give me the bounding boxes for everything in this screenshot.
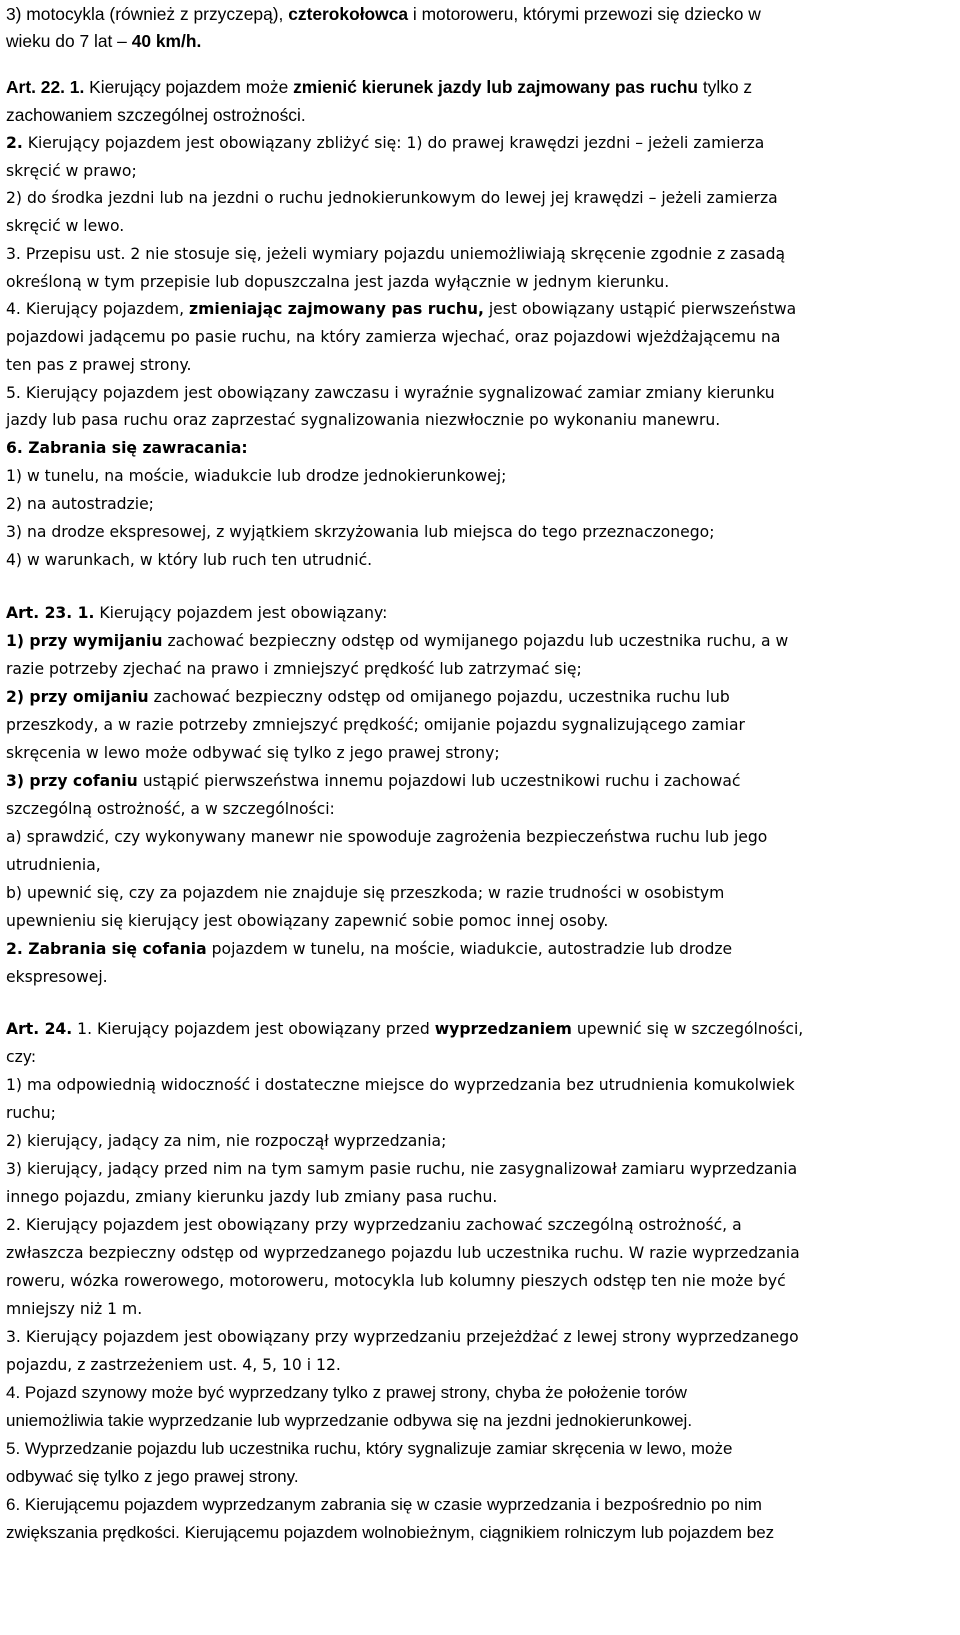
text-run: upewnieniu się kierujący jest obowiązany zapewnić sobie pomoc innej osoby. — [6, 912, 609, 930]
text-run: czy: — [6, 1048, 37, 1066]
text-run: 6. Kierującemu pojazdem wyprzedzanym zabrania się w czasie wyprzedzania i bezpośrednio po nim — [6, 1495, 762, 1514]
text-run: 2) do środka jezdni lub na jezdni o ruchu jednokierunkowym do lewej jej krawędzi – jeżeli zamierza — [6, 189, 778, 207]
text-run: 4. Pojazd szynowy może być wyprzedzany tylko z prawej strony, chyba że położenie torów — [6, 1383, 687, 1402]
text-line — [6, 30, 201, 52]
text-run: zachowaniem szczególnej ostrożności. — [6, 105, 306, 125]
text-run: 4) w warunkach, w który lub ruch ten utrudnić. — [6, 551, 373, 569]
bold-text-run: Art. 23. 1. — [6, 604, 95, 622]
text-run: pojazdem w tunelu, na moście, wiadukcie, autostradzie lub drodze — [206, 940, 733, 958]
text-line — [6, 742, 500, 764]
text-run: 1) ma odpowiednią widoczność i dostateczne miejsce do wyprzedzania bez utrudnienia komukolwiek — [6, 1076, 795, 1094]
text-line — [6, 938, 732, 960]
text-run: tylko z — [698, 77, 753, 97]
text-run: zwłaszcza bezpieczny odstęp od wyprzedzanego pojazdu lub uczestnika ruchu. W razie wyprzedzania — [6, 1244, 800, 1262]
text-line — [6, 1046, 36, 1068]
text-line — [6, 271, 669, 293]
text-line — [6, 854, 101, 876]
text-run: Kierujący pojazdem może — [84, 77, 294, 97]
text-run: pojazdowi jadącemu po pasie ruchu, na który zamierza wjechać, oraz pojazdowi wjeżdżającemu na — [6, 328, 781, 346]
text-line — [6, 243, 785, 265]
text-line — [6, 1410, 692, 1432]
text-run: określoną w tym przepisie lub dopuszczalna jest jazda wyłącznie w jednym kierunku. — [6, 273, 670, 291]
text-run: 2. Kierujący pojazdem jest obowiązany przy wyprzedzaniu zachować szczególną ostrożność, a — [6, 1216, 742, 1234]
text-run: skręcić w lewo. — [6, 217, 125, 235]
text-line — [6, 1354, 341, 1376]
text-line — [6, 76, 752, 98]
text-run: ruchu; — [6, 1104, 56, 1122]
text-line — [6, 160, 137, 182]
text-line — [6, 910, 608, 932]
text-line — [6, 770, 740, 792]
bold-text-run: 2. — [6, 134, 23, 152]
bold-text-run: 3) przy cofaniu — [6, 772, 138, 790]
text-line — [6, 1158, 797, 1180]
text-line — [6, 1018, 803, 1040]
text-run: 3) kierujący, jadący przed nim na tym samym pasie ruchu, nie zasygnalizował zamiaru wyprzedzania — [6, 1160, 798, 1178]
text-run: 5. Kierujący pojazdem jest obowiązany zawczasu i wyraźnie sygnalizować zamiar zmiany kierunku — [6, 384, 775, 402]
bold-text-run: zmienić kierunek jazdy lub zajmowany pas ruchu — [293, 77, 699, 97]
text-line — [6, 630, 788, 652]
text-run: mniejszy niż 1 m. — [6, 1300, 143, 1318]
bold-text-run: zmieniając zajmowany pas ruchu, — [189, 300, 484, 318]
text-line — [6, 132, 764, 154]
bold-text-run: 2. Zabrania się cofania — [6, 940, 207, 958]
text-line — [6, 493, 154, 515]
text-run: zachować bezpieczny odstęp od omijanego pojazdu, uczestnika ruchu lub — [148, 688, 730, 706]
text-line — [6, 826, 767, 848]
text-run: przeszkody, a w razie potrzeby zmniejszyć prędkość; omijanie pojazdu sygnalizującego zamiar — [6, 716, 745, 734]
text-run: ekspresowej. — [6, 968, 108, 986]
text-run: ustąpić pierwszeństwa innemu pojazdowi lub uczestnikowi ruchu i zachować — [137, 772, 741, 790]
text-line — [6, 354, 191, 376]
text-line — [6, 187, 778, 209]
text-run: roweru, wózka rowerowego, motoroweru, motocykla lub kolumny pieszych odstęp ten nie może być — [6, 1272, 786, 1290]
text-run: 2) kierujący, jadący za nim, nie rozpoczął wyprzedzania; — [6, 1132, 447, 1150]
bold-text-run: Art. 22. 1. — [6, 77, 85, 97]
text-run: upewnić się w szczególności, — [571, 1020, 804, 1038]
text-line — [6, 409, 720, 431]
text-line — [6, 1242, 800, 1264]
text-run: a) sprawdzić, czy wykonywany manewr nie spowoduje zagrożenia bezpieczeństwa ruchu lub jego — [6, 828, 768, 846]
text-line — [6, 686, 730, 708]
text-line — [6, 1438, 732, 1460]
bold-text-run: 1) przy wymijaniu — [6, 632, 163, 650]
text-run: ten pas z prawej strony. — [6, 356, 192, 374]
text-run: 1. Kierujący pojazdem jest obowiązany przed — [72, 1020, 435, 1038]
text-run: pojazdu, z zastrzeżeniem ust. 4, 5, 10 i 12. — [6, 1356, 341, 1374]
bold-text-run: Art. 24. — [6, 1020, 73, 1038]
text-line — [6, 1130, 446, 1152]
text-run: jest obowiązany ustąpić pierwszeństwa — [483, 300, 797, 318]
text-run: i motoroweru, którymi przewozi się dziecko w — [408, 4, 761, 24]
text-run: odbywać się tylko z jego prawej strony. — [6, 1467, 299, 1486]
text-run: 3. Kierujący pojazdem jest obowiązany przy wyprzedzaniu przejeżdżać z lewej strony wyprzedzanego — [6, 1328, 799, 1346]
text-run: wieku do 7 lat – — [6, 31, 132, 51]
bold-text-run: wyprzedzaniem — [434, 1020, 572, 1038]
text-line — [6, 1102, 56, 1124]
bold-text-run: 2) przy omijaniu — [6, 688, 149, 706]
text-run: zachować bezpieczny odstęp od wymijanego pojazdu lub uczestnika ruchu, a w — [162, 632, 789, 650]
text-line — [6, 1522, 774, 1544]
text-run: uniemożliwia takie wyprzedzanie lub wyprzedzanie odbywa się na jezdni jednokierunkowej. — [6, 1411, 693, 1430]
text-line — [6, 1074, 795, 1096]
text-line — [6, 1466, 299, 1488]
text-line — [6, 437, 248, 459]
text-line — [6, 1186, 497, 1208]
text-line — [6, 521, 714, 543]
text-run: Kierujący pojazdem jest obowiązany zbliżyć się: 1) do prawej krawędzi jezdni – jeżeli zamierza — [22, 134, 765, 152]
text-line — [6, 326, 780, 348]
text-run: 4. Kierujący pojazdem, — [6, 300, 190, 318]
text-run: 2) na autostradzie; — [6, 495, 154, 513]
text-line — [6, 1298, 142, 1320]
text-line — [6, 1270, 786, 1292]
text-line — [6, 882, 724, 904]
bold-text-run: 6. Zabrania się zawracania: — [6, 439, 248, 457]
text-line — [6, 1382, 687, 1404]
text-run: skręcenia w lewo może odbywać się tylko z jego prawej strony; — [6, 744, 500, 762]
text-run: 3) na drodze ekspresowej, z wyjątkiem skrzyżowania lub miejsca do tego przeznaczonego; — [6, 523, 715, 541]
text-run: utrudnienia, — [6, 856, 101, 874]
bold-text-run: 40 km/h. — [131, 31, 202, 51]
text-run: innego pojazdu, zmiany kierunku jazdy lub zmiany pasa ruchu. — [6, 1188, 498, 1206]
text-run: Kierujący pojazdem jest obowiązany: — [94, 604, 388, 622]
text-line — [6, 798, 335, 820]
text-run: jazdy lub pasa ruchu oraz zaprzestać sygnalizowania niezwłocznie po wykonaniu manewru. — [6, 411, 721, 429]
text-run: szczególną ostrożność, a w szczególności: — [6, 800, 335, 818]
text-line — [6, 602, 387, 624]
text-line — [6, 658, 582, 680]
text-run: b) upewnić się, czy za pojazdem nie znajduje się przeszkoda; w razie trudności w osobistym — [6, 884, 725, 902]
text-line — [6, 465, 506, 487]
text-line — [6, 215, 124, 237]
bold-text-run: czterokołowca — [288, 4, 409, 24]
text-run: skręcić w prawo; — [6, 162, 137, 180]
text-line — [6, 1494, 762, 1516]
text-line — [6, 104, 306, 126]
text-run: 1) w tunelu, na moście, wiadukcie lub drodze jednokierunkowej; — [6, 467, 507, 485]
text-line — [6, 382, 775, 404]
text-line — [6, 3, 761, 25]
text-run: razie potrzeby zjechać na prawo i zmniejszyć prędkość lub zatrzymać się; — [6, 660, 582, 678]
text-line — [6, 549, 372, 571]
text-line — [6, 298, 796, 320]
text-run: 3) motocykla (również z przyczepą), — [6, 4, 289, 24]
text-run: 5. Wyprzedzanie pojazdu lub uczestnika ruchu, który sygnalizuje zamiar skręcenia w lewo, może — [6, 1439, 733, 1458]
text-line — [6, 966, 108, 988]
text-run: zwiększania prędkości. Kierującemu pojazdem wolnobieżnym, ciągnikiem rolniczym lub pojazdem bez — [6, 1523, 775, 1542]
text-line — [6, 1214, 742, 1236]
text-line — [6, 1326, 799, 1348]
text-run: 3. Przepisu ust. 2 nie stosuje się, jeżeli wymiary pojazdu uniemożliwiają skręcenie zgodnie z zasadą — [6, 245, 786, 263]
text-line — [6, 714, 745, 736]
